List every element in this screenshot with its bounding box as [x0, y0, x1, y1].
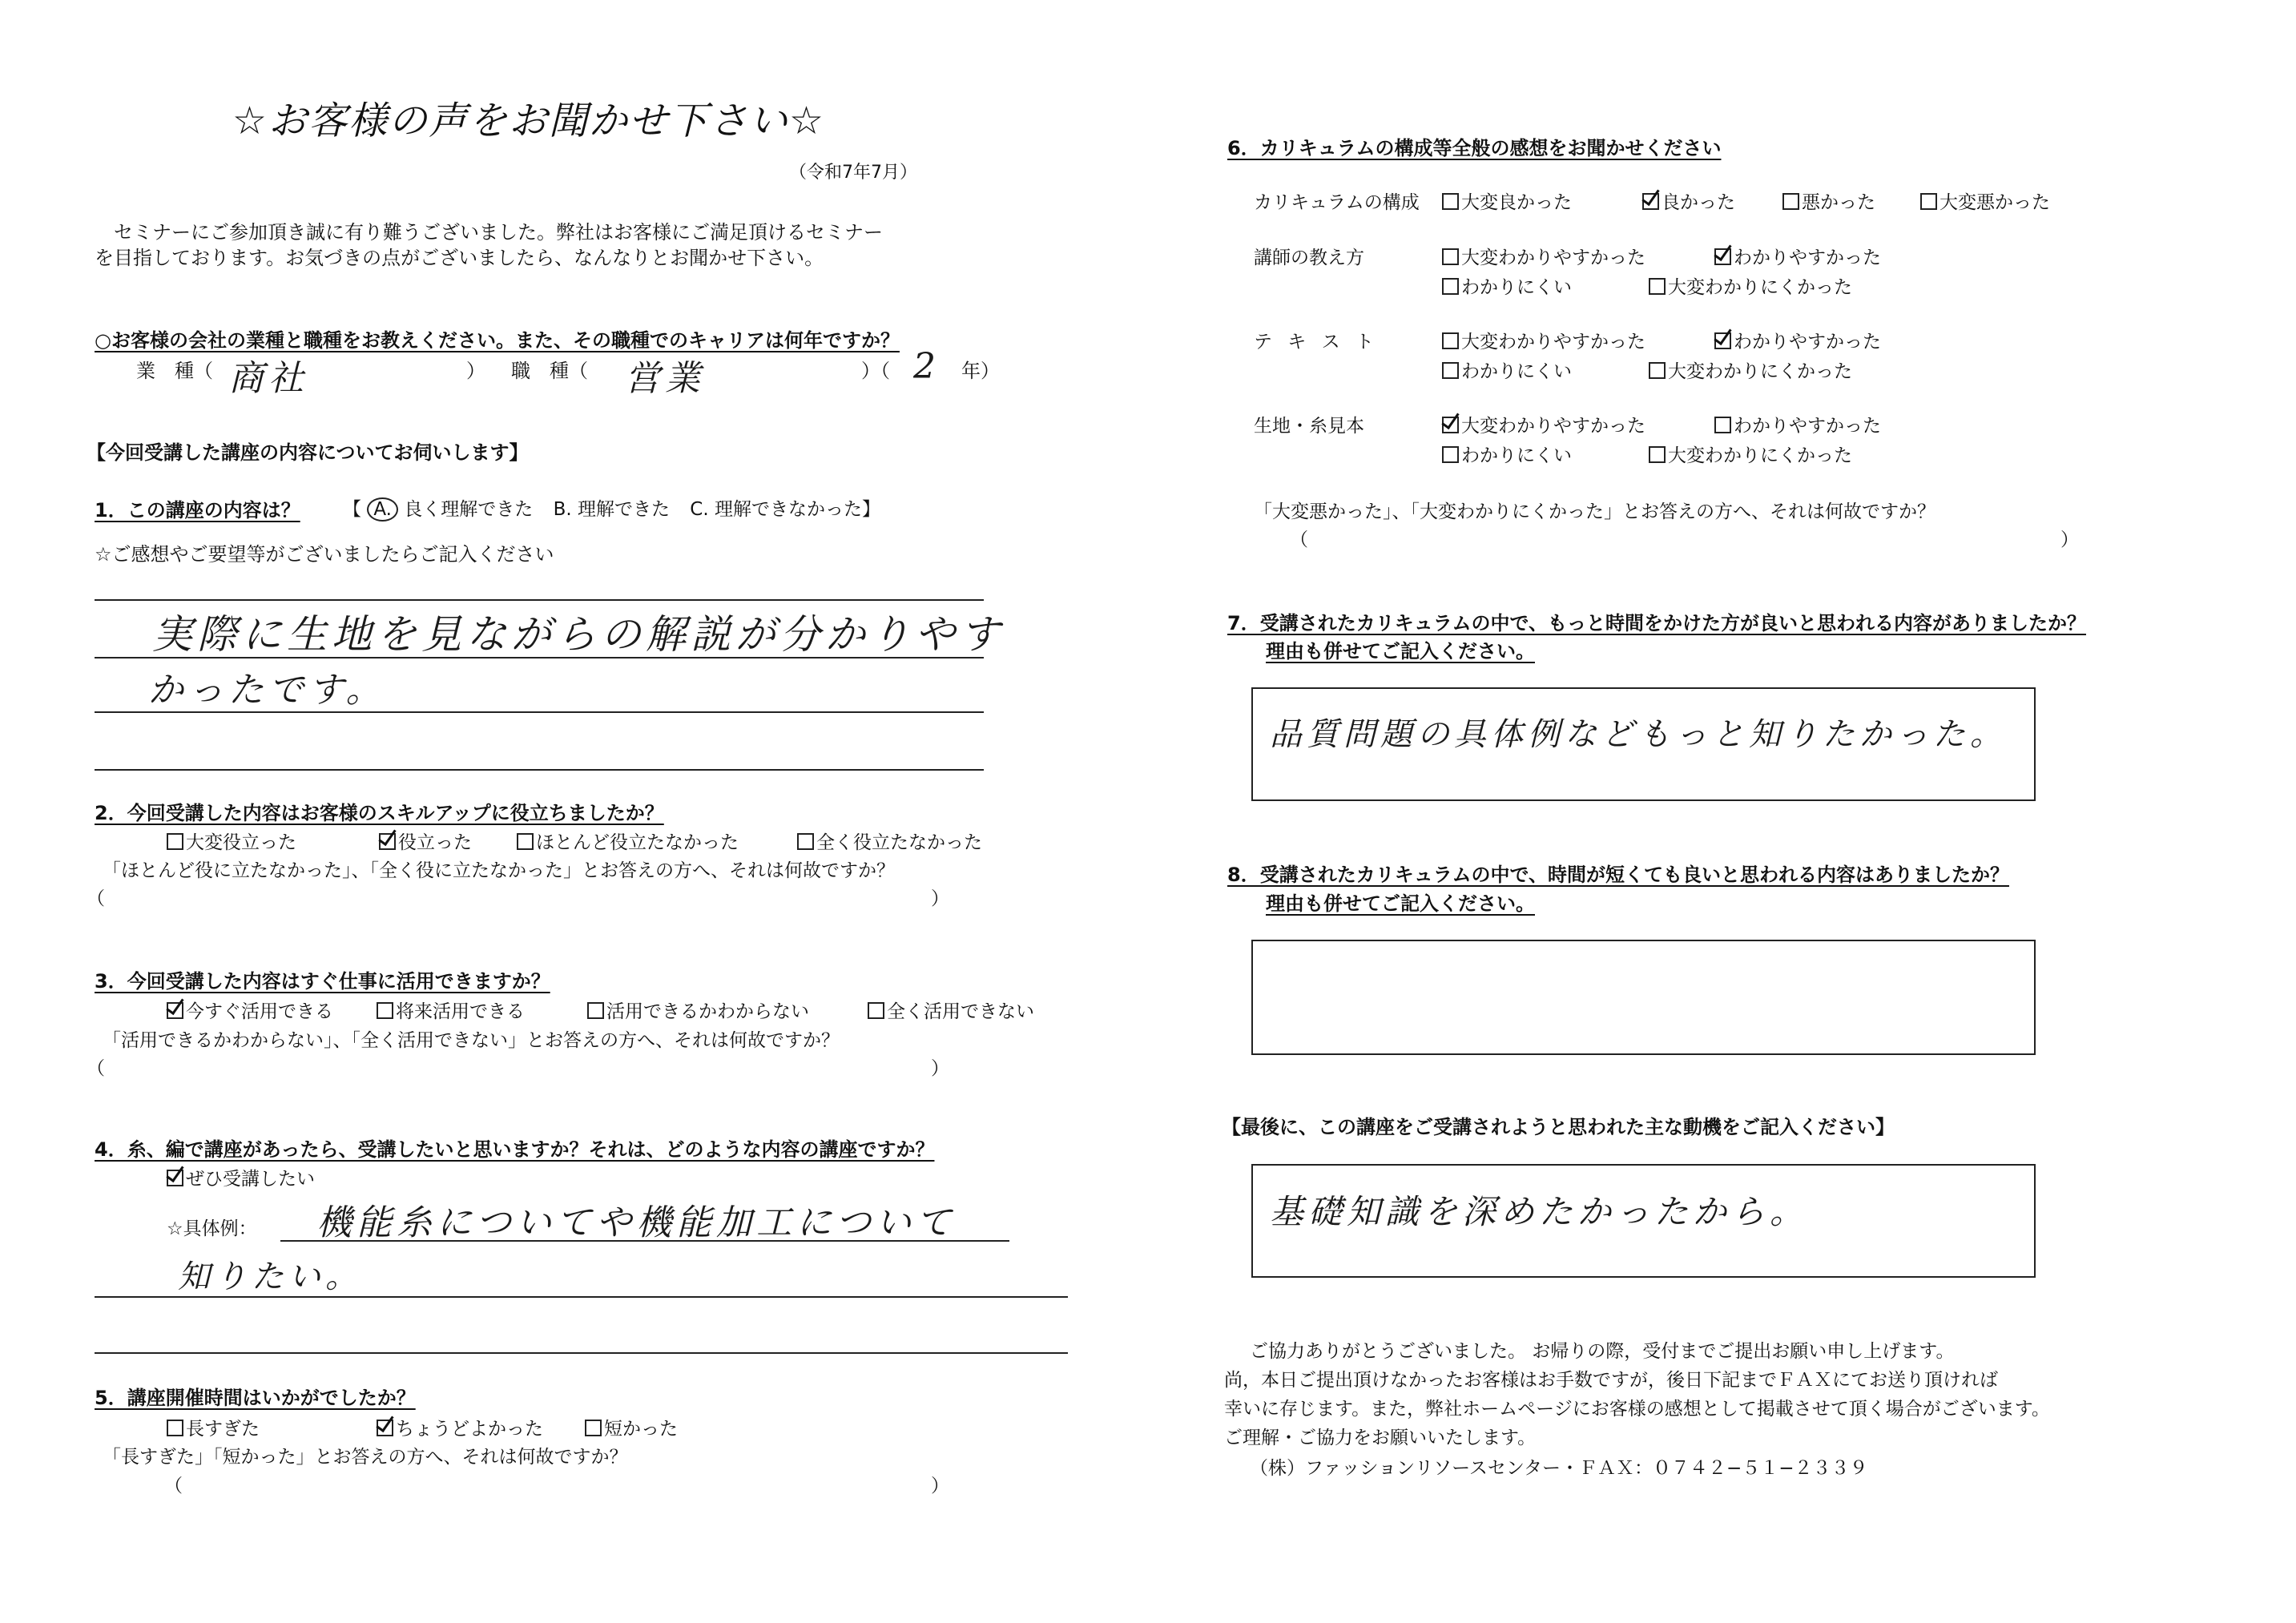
q1-option-c[interactable]: C. 理解できなかった】: [690, 499, 880, 520]
q6-row-4-checkbox-2[interactable]: [1714, 417, 1731, 433]
industry-label: 業 種（: [136, 360, 213, 382]
industry-close: ）: [466, 360, 485, 382]
q5-checkbox-2[interactable]: [377, 1420, 393, 1436]
q6-row-2-option-3[interactable]: [1442, 272, 1649, 299]
q6-row-4-option-4[interactable]: [1649, 441, 1852, 467]
q2-paren-close: ）: [931, 888, 949, 909]
q4-option-1[interactable]: [167, 1164, 315, 1190]
q1-option-a-text: 良く理解できた: [404, 499, 534, 520]
q3-option-3[interactable]: [587, 997, 868, 1023]
q6-row-3-checkbox-4[interactable]: [1649, 362, 1666, 379]
motive-label: 【最後に、この講座をご受講されようと思われた主な動機をご記入ください】: [1222, 1116, 1895, 1138]
q4-label: 4．糸、編で講座があったら、受講したいと思いますか？それは、どのような内容の講座ですか？: [95, 1138, 935, 1161]
q6-row-3-option-4[interactable]: [1649, 356, 1852, 383]
job-close: ）（: [861, 360, 890, 382]
q1-answer-text-2[interactable]: かったです。: [148, 670, 386, 711]
q6-row-1-option-1[interactable]: [1442, 187, 1642, 214]
q2-option-1[interactable]: [167, 828, 379, 854]
q6-row-3-name: テ キ ス ト: [1254, 332, 1379, 352]
contact-info: （株）ファッションリソースセンター・ＦＡＸ：０７４２−５１−２３３９: [1250, 1458, 1868, 1479]
q2-checkbox-1[interactable]: [167, 833, 183, 850]
q4-answer-line-3: [95, 1352, 1068, 1354]
section-header: 【今回受講した講座の内容についてお伺いします】: [87, 441, 529, 464]
q6-row-3-checkbox-1[interactable]: [1442, 332, 1459, 349]
career-question: ○お客様の会社の業種と職種をお教えください。また、その職種でのキャリアは何年ですか？: [95, 329, 900, 352]
q5-options: [167, 1414, 678, 1440]
q6-row-1-option-4[interactable]: [1920, 187, 2050, 214]
q4-checkbox-1[interactable]: [167, 1170, 183, 1186]
q6-row-4-checkbox-3[interactable]: [1442, 446, 1459, 463]
q6-row-2-checkbox-1[interactable]: [1442, 248, 1459, 265]
q2-option-2-text: 役立った: [398, 832, 472, 853]
q6-row-1-option-2[interactable]: [1642, 187, 1782, 214]
q2-option-2[interactable]: [379, 828, 517, 854]
q6-row-2-checkbox-2[interactable]: [1714, 248, 1731, 265]
q2-checkbox-3[interactable]: [517, 833, 534, 850]
q7-answer-text[interactable]: 品質問題の具体例などもっと知りたかった。: [1270, 716, 2007, 753]
q2-checkbox-4[interactable]: [797, 833, 814, 850]
q5-option-2[interactable]: [377, 1414, 585, 1440]
q6-row-3-option-3[interactable]: [1442, 356, 1649, 383]
q6-row-3-option-1-text: 大変わかりやすかった: [1461, 332, 1645, 352]
q3-option-3-text: 活用できるかわからない: [606, 1001, 809, 1022]
q3-option-1[interactable]: [167, 997, 377, 1023]
closing-line-2: 尚，本日ご提出頂けなかったお客様はお手数ですが，後日下記までＦＡＸにてお送り頂ければ: [1224, 1370, 1998, 1391]
q5-option-3[interactable]: [585, 1414, 678, 1440]
q3-option-2-text: 将来活用できる: [396, 1001, 525, 1022]
q6-row-2-checkbox-4[interactable]: [1649, 278, 1666, 295]
q5-followup: 「長すぎた」「短かった」とお答えの方へ、それは何故ですか？: [103, 1447, 628, 1468]
q6-row-2-option-1[interactable]: [1442, 243, 1714, 269]
q5-checkbox-1[interactable]: [167, 1420, 183, 1436]
q1-option-a[interactable]: A.: [367, 497, 398, 522]
q6-label: 6．カリキュラムの構成等全般の感想をお聞かせください: [1227, 137, 1722, 159]
q6-row-4-option-3[interactable]: [1442, 441, 1649, 467]
q3-checkbox-3[interactable]: [587, 1002, 604, 1019]
q6-row-3-option-4-text: 大変わかりにくかった: [1668, 361, 1852, 382]
q6-row-2-checkbox-3[interactable]: [1442, 278, 1459, 295]
q5-option-3-text: 短かった: [604, 1419, 678, 1440]
q4-answer-text-2[interactable]: 知りたい。: [178, 1259, 362, 1295]
q6-row-4-option-2-text: わかりやすかった: [1734, 416, 1881, 437]
q1-comment-prompt: ☆ご感想やご要望等がございましたらご記入ください: [95, 543, 554, 566]
q3-checkbox-2[interactable]: [377, 1002, 393, 1019]
q2-option-4[interactable]: [797, 828, 982, 854]
q8-sub: 理由も併せてご記入ください。: [1266, 892, 1535, 915]
q2-option-4-text: 全く役立たなかった: [816, 832, 982, 853]
q6-row-4-options-b: [1442, 441, 1852, 467]
q1-answer-line-3: [95, 711, 984, 713]
q6-row-1-option-2-text: 良かった: [1662, 192, 1735, 213]
q6-row-4-option-1[interactable]: [1442, 411, 1714, 437]
q4-answer-text-1[interactable]: 機能糸についてや機能加工について: [316, 1202, 957, 1243]
q7-sub: 理由も併せてご記入ください。: [1266, 640, 1535, 662]
q2-option-3-text: ほとんど役立たなかった: [536, 832, 739, 853]
q5-option-1-text: 長すぎた: [186, 1419, 260, 1440]
q5-paren-close: ）: [931, 1476, 949, 1496]
q6-row-2-option-4[interactable]: [1649, 272, 1852, 299]
q6-paren-close: ）: [2060, 530, 2079, 550]
q4-answer-line-1: [280, 1240, 1009, 1242]
motive-answer-text[interactable]: 基礎知識を深めたかったから。: [1270, 1192, 1809, 1231]
q1-answer-text-1[interactable]: 実際に生地を見ながらの解説が分かりやす: [152, 611, 1005, 658]
q2-paren-open: （: [87, 888, 105, 909]
q3-checkbox-1[interactable]: [167, 1002, 183, 1019]
q6-row-3-options-a: [1442, 327, 1881, 353]
years-value[interactable]: 2: [913, 346, 941, 387]
q6-row-1-checkbox-1[interactable]: [1442, 193, 1459, 210]
q2-option-1-text: 大変役立った: [186, 832, 296, 853]
q3-paren-open: （: [87, 1058, 105, 1079]
q1-answer-line-2: [95, 657, 984, 658]
q1-answer-line-1: [95, 599, 984, 601]
q3-options: [167, 997, 1034, 1023]
q3-paren-close: ）: [931, 1058, 949, 1079]
intro-line-1: セミナーにご参加頂き誠に有り難うございました。弊社はお客様にご満足頂けるセミナー: [114, 221, 883, 244]
q4-option-1-text: ぜひ受講したい: [186, 1169, 315, 1190]
years-unit: 年）: [961, 360, 1000, 382]
page-title: ☆お客様の声をお聞かせ下さい☆: [232, 99, 826, 143]
q6-row-1-option-3[interactable]: [1782, 187, 1920, 214]
q6-row-1-option-4-text: 大変悪かった: [1940, 192, 2050, 213]
q8-label: 8．受講されたカリキュラムの中で、時間が短くても良いと思われる内容はありましたか？: [1227, 864, 2009, 886]
q6-followup: 「大変悪かった」、「大変わかりにくかった」とお答えの方へ、それは何故ですか？: [1254, 501, 1935, 522]
q3-label: 3．今回受講した内容はすぐ仕事に活用できますか？: [95, 970, 550, 993]
q1-bracket: 【: [343, 499, 361, 520]
q6-row-4-option-1-text: 大変わかりやすかった: [1461, 416, 1645, 437]
q1-label: 1．この講座の内容は？: [95, 499, 300, 522]
q6-row-1-checkbox-3[interactable]: [1782, 193, 1799, 210]
q6-row-2-option-2[interactable]: [1714, 243, 1881, 269]
q6-row-3-option-2[interactable]: [1714, 327, 1881, 353]
q2-followup: 「ほとんど役に立たなかった」、「全く役に立たなかった」とお答えの方へ、それは何故ですか？: [103, 860, 895, 881]
q6-row-1-name: カリキュラムの構成: [1254, 192, 1420, 213]
q6-row-2-name: 講師の教え方: [1254, 248, 1364, 268]
q6-row-2-option-1-text: 大変わかりやすかった: [1461, 248, 1645, 268]
q4-options: [167, 1164, 315, 1190]
q2-checkbox-2[interactable]: [379, 833, 396, 850]
q6-row-4-option-2[interactable]: [1714, 411, 1881, 437]
q6-row-3-option-2-text: わかりやすかった: [1734, 332, 1881, 352]
q6-row-3-options-b: [1442, 356, 1852, 383]
q6-row-3-option-1[interactable]: [1442, 327, 1714, 353]
q1-answer-line-4: [95, 769, 984, 771]
q6-row-3-option-3-text: わかりにくい: [1461, 361, 1572, 382]
q6-row-1-checkbox-4[interactable]: [1920, 193, 1937, 210]
q5-checkbox-3[interactable]: [585, 1420, 602, 1436]
q3-option-1-text: 今すぐ活用できる: [186, 1001, 333, 1022]
q6-row-1-option-3-text: 悪かった: [1802, 192, 1875, 213]
job-value[interactable]: 営業: [625, 358, 705, 399]
closing-line-3: 幸いに存じます。また，弊社ホームページにお客様の感想として掲載させて頂く場合がございます。: [1224, 1399, 2050, 1420]
form-date: （令和7年7月）: [789, 163, 917, 183]
q6-row-4-option-4-text: 大変わかりにくかった: [1668, 445, 1852, 466]
industry-value[interactable]: 商社: [228, 358, 308, 399]
q4-example-label: ☆具体例：: [167, 1218, 257, 1239]
q6-row-2-option-4-text: 大変わかりにくかった: [1668, 277, 1852, 298]
q6-row-4-options-a: [1442, 411, 1881, 437]
q6-row-1-options: [1442, 187, 2050, 214]
q7-label: 7．受講されたカリキュラムの中で、もっと時間をかけた方が良いと思われる内容がありましたか？: [1227, 612, 2086, 634]
job-label: 職 種（: [511, 360, 588, 382]
q6-row-4-checkbox-1[interactable]: [1442, 417, 1459, 433]
closing-line-1: ご協力ありがとうございました。 お帰りの際，受付までご提出お願い申し上げます。: [1250, 1341, 1955, 1362]
q2-options: [167, 828, 982, 854]
q3-checkbox-4[interactable]: [868, 1002, 884, 1019]
q3-option-2[interactable]: [377, 997, 587, 1023]
q6-row-2-option-3-text: わかりにくい: [1461, 277, 1572, 298]
q3-option-4-text: 全く活用できない: [887, 1001, 1034, 1022]
q5-option-2-text: ちょうどよかった: [396, 1419, 543, 1440]
q6-row-3-checkbox-3[interactable]: [1442, 362, 1459, 379]
q1-options: [343, 494, 880, 522]
q6-row-4-option-3-text: わかりにくい: [1461, 445, 1572, 466]
q6-row-1-checkbox-2[interactable]: [1642, 193, 1659, 210]
closing-line-4: ご理解・ご協力をお願いいたします。: [1224, 1428, 1537, 1448]
q2-option-3[interactable]: [517, 828, 797, 854]
q3-option-4[interactable]: [868, 997, 1034, 1023]
q5-option-1[interactable]: [167, 1414, 377, 1440]
q6-row-2-options-a: [1442, 243, 1881, 269]
q8-answer-box[interactable]: [1251, 940, 2036, 1055]
q3-followup: 「活用できるかわからない」、「全く活用できない」とお答えの方へ、それは何故ですか？: [103, 1030, 840, 1051]
q2-label: 2．今回受講した内容はお客様のスキルアップに役立ちましたか？: [95, 802, 664, 824]
q5-label: 5．講座開催時間はいかがでしたか？: [95, 1387, 416, 1409]
q5-paren-open: （: [164, 1476, 183, 1496]
intro-line-2: を目指しております。お気づきの点がございましたら、なんなりとお聞かせ下さい。: [95, 247, 824, 269]
q1-option-b[interactable]: B. 理解できた: [553, 499, 670, 520]
q6-row-2-option-2-text: わかりやすかった: [1734, 248, 1881, 268]
q6-row-4-name: 生地・糸見本: [1254, 416, 1364, 437]
q4-answer-line-2: [95, 1296, 1068, 1298]
q6-row-1-option-1-text: 大変良かった: [1461, 192, 1572, 213]
q6-row-4-checkbox-4[interactable]: [1649, 446, 1666, 463]
q6-row-3-checkbox-2[interactable]: [1714, 332, 1731, 349]
q6-row-2-options-b: [1442, 272, 1852, 299]
q6-paren-open: （: [1290, 530, 1308, 550]
